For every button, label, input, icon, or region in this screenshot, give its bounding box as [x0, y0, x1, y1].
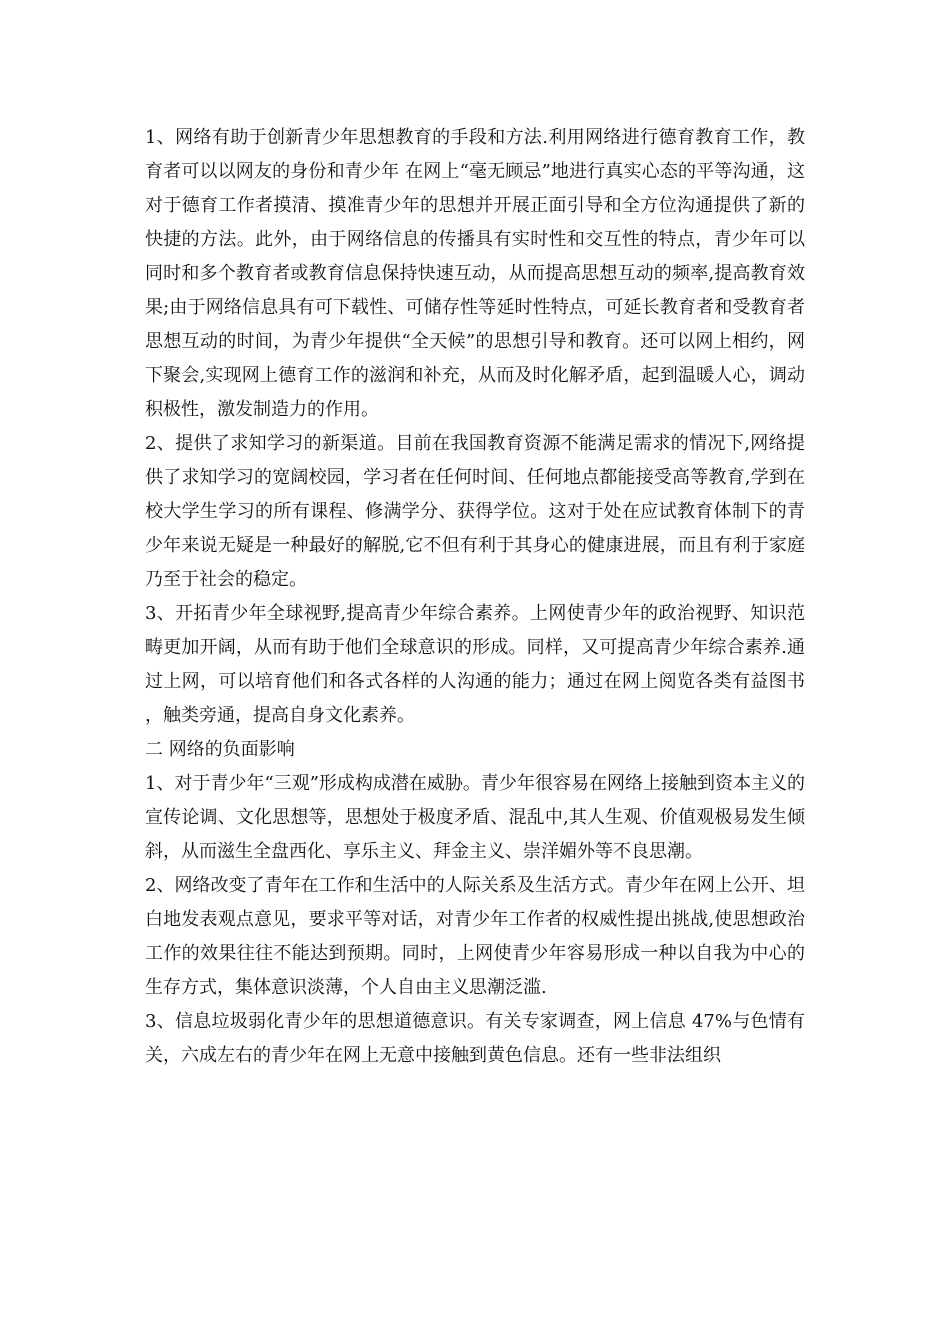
- paragraph-positive-2: 2、提供了求知学习的新渠道。目前在我国教育资源不能满足需求的情况下,网络提供了求知学习的宽阔校园，学习者在任何时间、任何地点都能接受高等教育,学到在校大学生学习的所有课程、修满学分、获得学位。这对于处在应试教育体制下的青少年来说无疑是一种最好的解脱,它不但有利于其身心的健康进展，而且有利于家庭乃至于社会的稳定。: [145, 433, 805, 590]
- document-body: [145, 121, 805, 1073]
- paragraph-negative-3: 3、信息垃圾弱化青少年的思想道德意识。有关专家调查，网上信息 47%与色情有关，六成左右的青少年在网上无意中接触到黄色信息。还有一些非法组织: [145, 1011, 805, 1066]
- paragraph-positive-1: 1、网络有助于创新青少年思想教育的手段和方法.利用网络进行德育教育工作，教育者可以以网友的身份和青少年 在网上“毫无顾忌”地进行真实心态的平等沟通，这对于德育工作者摸清、摸准青少年的思想并开展正面引导和全方位沟通提供了新的快捷的方法。此外，由于网络信息的传播具有实时性和交互性的特点，青少年可以同时和多个教育者或教育信息保持快速互动，从而提高思想互动的频率,提高教育效果;由于网络信息具有可下载性、可储存性等延时性特点，可延长教育者和受教育者思想互动的时间，为青少年提供“全天候”的思想引导和教育。还可以网上相约，网下聚会,实现网上德育工作的滋润和补充，从而及时化解矛盾，起到温暖人心，调动积极性，激发制造力的作用。: [145, 127, 805, 420]
- paragraph-negative-1: 1、对于青少年“三观”形成构成潜在威胁。青少年很容易在网络上接触到资本主义的宣传论调、文化思想等，思想处于极度矛盾、混乱中,其人生观、价值观极易发生倾斜，从而滋生全盘西化、享乐主义、拜金主义、崇洋媚外等不良思潮。: [145, 773, 805, 862]
- paragraph-positive-3: 3、开拓青少年全球视野,提高青少年综合素养。上网使青少年的政治视野、知识范畴更加开阔，从而有助于他们全球意识的形成。同样，又可提高青少年综合素养.通过上网，可以培育他们和各式各样的人沟通的能力；通过在网上阅览各类有益图书，触类旁通，提高自身文化素养。: [145, 603, 805, 726]
- paragraph-negative-2: 2、网络改变了青年在工作和生活中的人际关系及生活方式。青少年在网上公开、坦白地发表观点意见，要求平等对话，对青少年工作者的权威性提出挑战,使思想政治工作的效果往往不能达到预期。同时，上网使青少年容易形成一种以自我为中心的生存方式，集体意识淡薄，个人自由主义思潮泛滥.: [145, 875, 805, 998]
- section-heading: 二 网络的负面影响: [145, 739, 295, 760]
